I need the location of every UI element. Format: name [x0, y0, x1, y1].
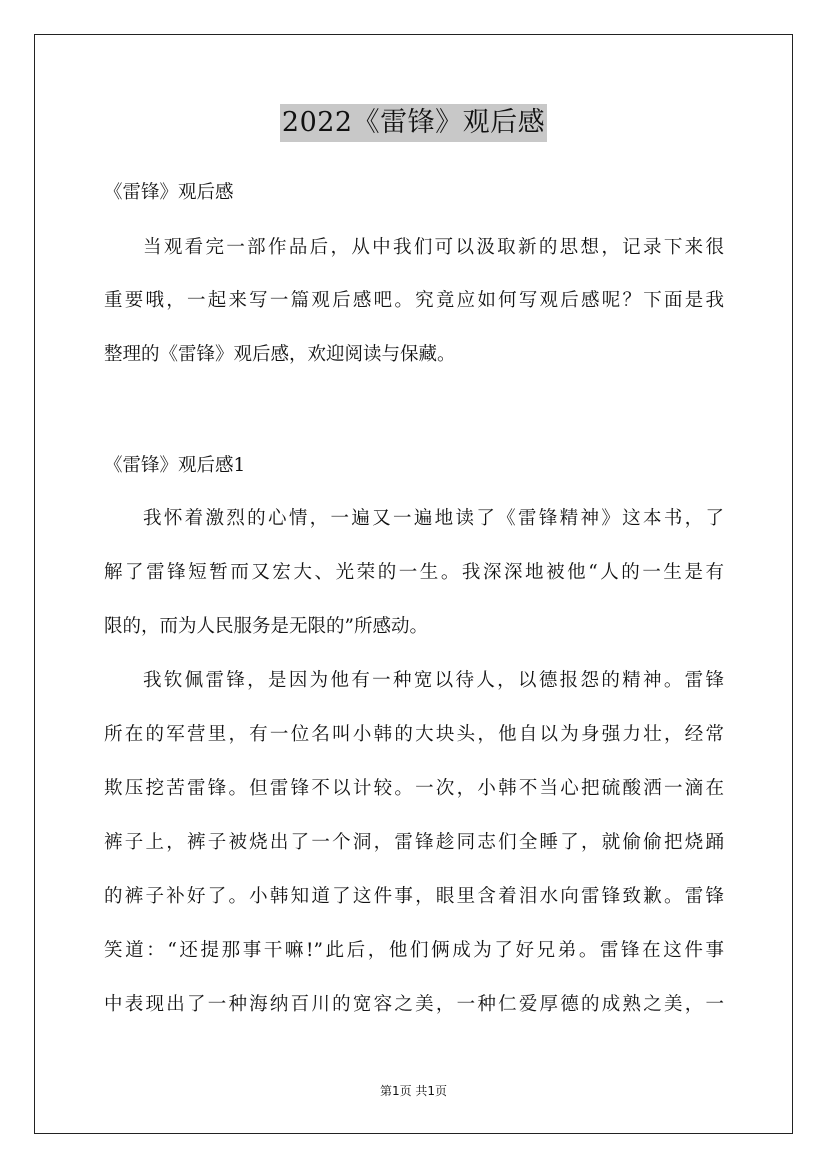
paragraph-line: 中表现出了一种海纳百川的宽容之美，一种仁爱厚德的成熟之美，一 — [104, 994, 724, 1015]
paragraph-line: 欺压挖苦雷锋。但雷锋不以计较。一次，小韩不当心把硫酸洒一滴在 — [104, 778, 724, 799]
paragraph-line: 裤子上，裤子被烧出了一个洞，雷锋趁同志们全睡了，就偷偷把烧踊 — [104, 832, 724, 853]
paragraph-line: 当观看完一部作品后，从中我们可以汲取新的思想，记录下来很 — [143, 237, 724, 258]
page-footer: 第1页 共1页 — [379, 1084, 448, 1098]
paragraph-line: 我钦佩雷锋，是因为他有一种宽以待人，以德报怨的精神。雷锋 — [143, 670, 724, 691]
paragraph-line: 我怀着激烈的心情，一遍又一遍地读了《雷锋精神》这本书，了 — [143, 508, 724, 529]
paragraph-line: 整理的《雷锋》观后感，欢迎阅读与保藏。 — [104, 344, 456, 365]
document-title-wrap — [0, 104, 827, 142]
paragraph-line: 所在的军营里，有一位名叫小韩的大块头，他自以为身强力壮，经常 — [104, 724, 724, 745]
paragraph-line: 的裤子补好了。小韩知道了这件事，眼里含着泪水向雷锋致歉。雷锋 — [104, 886, 724, 907]
section-heading-1: 《雷锋》观后感1 — [104, 455, 246, 476]
section-heading-intro: 《雷锋》观后感 — [104, 182, 234, 203]
paragraph-line: 重要哦，一起来写一篇观后感吧。究竟应如何写观后感呢？下面是我 — [104, 290, 724, 311]
paragraph-line: 笑道：“还提那事干嘛!”此后，他们俩成为了好兄弟。雷锋在这件事 — [104, 940, 724, 961]
paragraph-line: 限的，而为人民服务是无限的”所感动。 — [104, 616, 428, 637]
paragraph-line: 解了雷锋短暂而又宏大、光荣的一生。我深深地被他“人的一生是有 — [104, 562, 724, 583]
document-title: 2022《雷锋》观后感 — [280, 104, 547, 142]
